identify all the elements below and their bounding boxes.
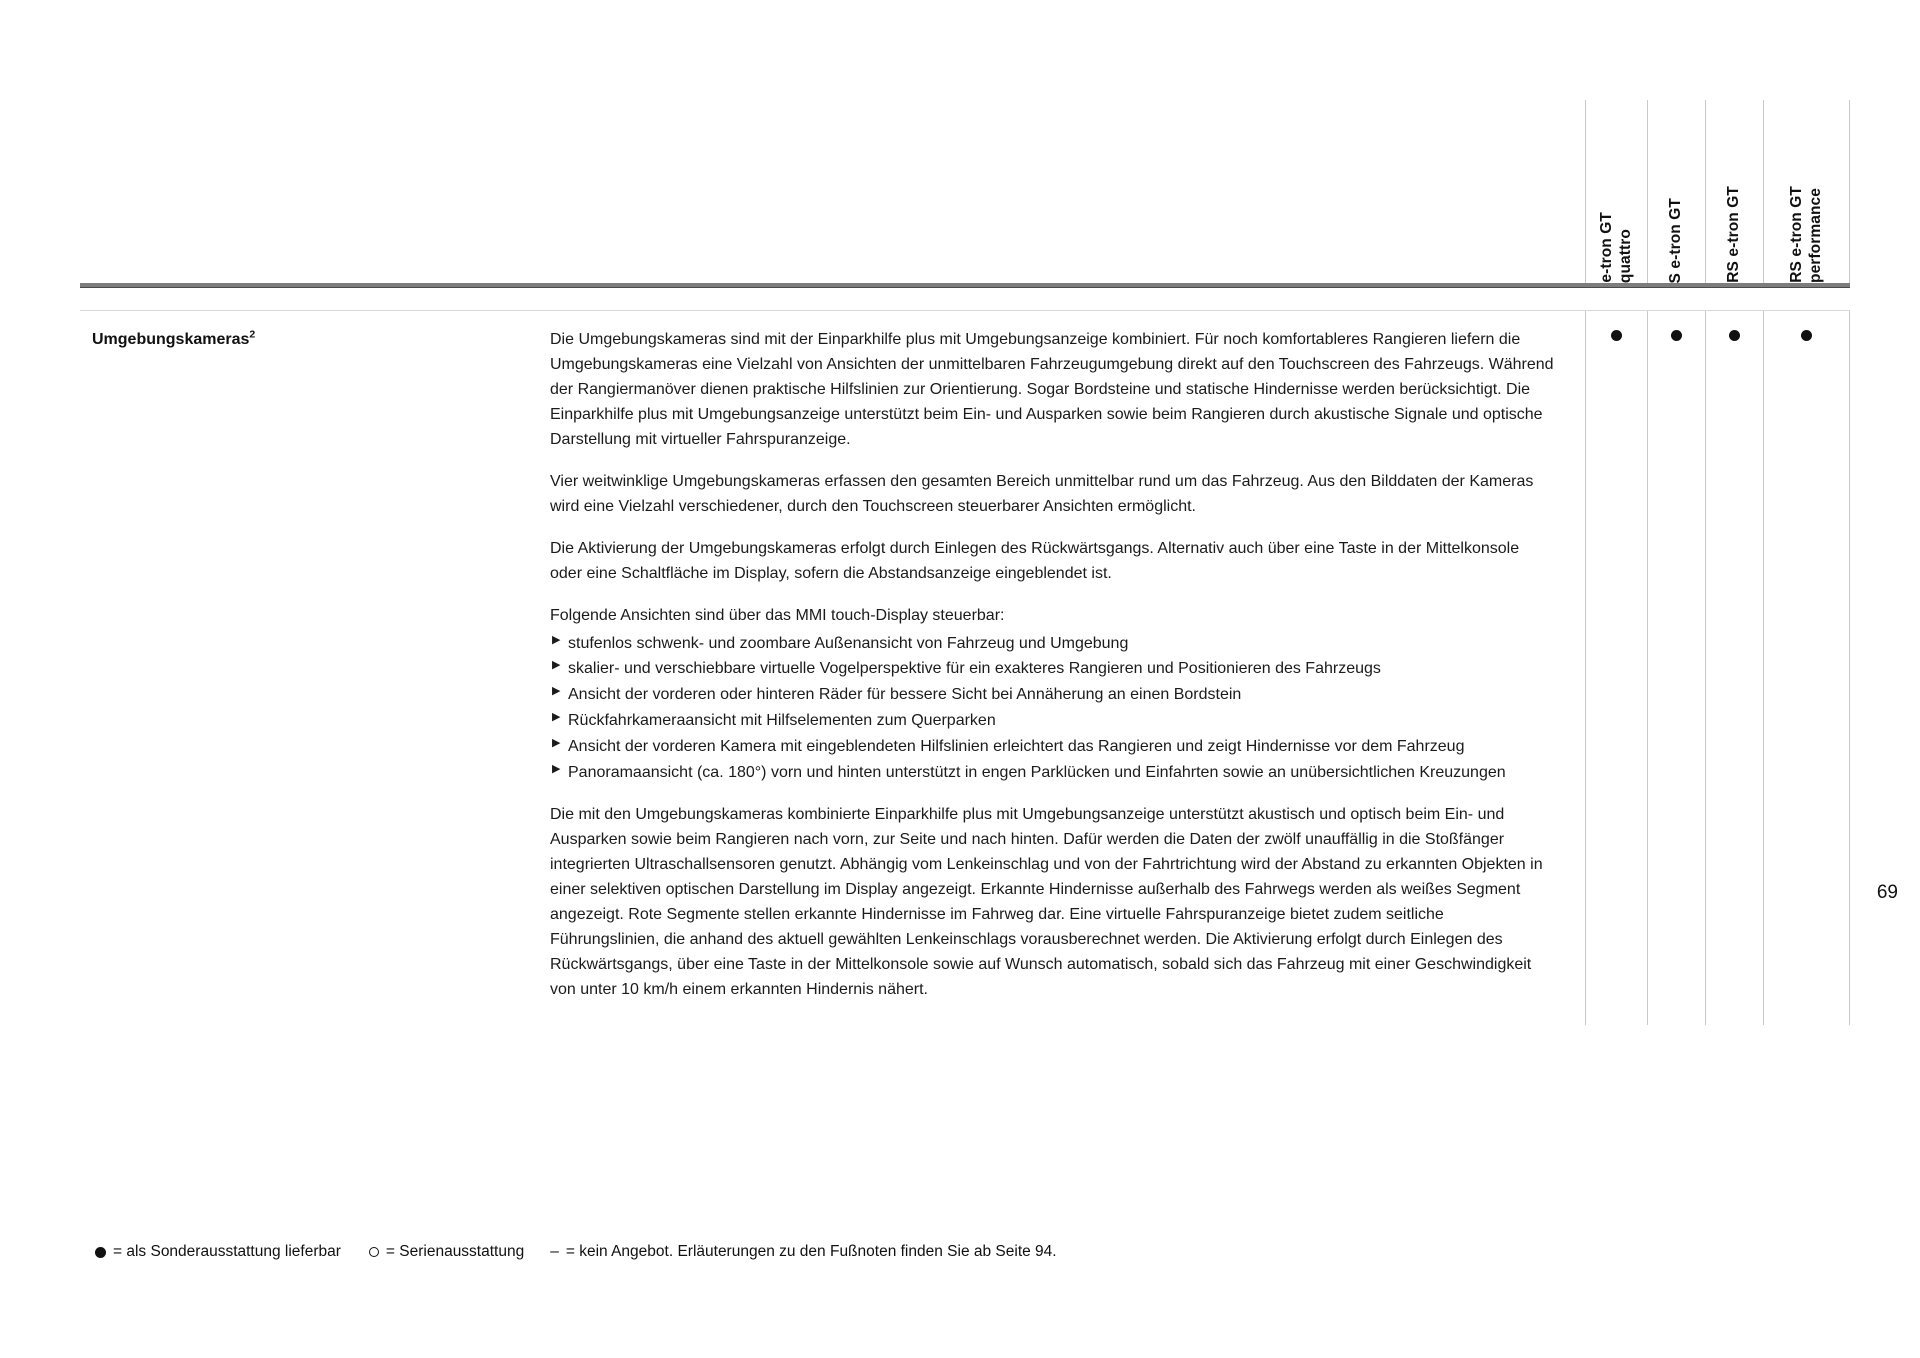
list-item: [550, 632, 1555, 657]
feature-description-cell: [550, 311, 1585, 1025]
list-intro-text: Folgende Ansichten sind über das MMI touch-Display steuerbar:: [550, 606, 1005, 624]
legend-filled-label: = als Sonderausstattung lieferbar: [113, 1243, 341, 1260]
feature-footnote-marker: 2: [249, 328, 256, 341]
table-row: [80, 310, 1850, 1025]
column-header-rs-etron-gt-performance: [1763, 100, 1850, 285]
column-header-line: performance: [1807, 188, 1824, 283]
column-header-line: RS e-tron GT: [1725, 186, 1743, 283]
triangle-bullet-icon: ▶: [552, 659, 561, 672]
filled-circle-icon: [1611, 330, 1622, 341]
closing-paragraph: Die mit den Umgebungskameras kombinierte Einparkhilfe plus mit Umgebungsanzeige unterstützt akustisch und optisch beim Ein- und Ausparken sowie beim Rangieren nach vorn, zur Seite und nach hinten. Dafür werden die Daten der zwölf unauffällig in die Stoßfänger integrierten Ultraschallsensoren genutzt. Abhängig vom Lenkeinschlag und von der Fahrtrichtung wird der Abstand zu erkannten Objekten in einer selektiven optischen Darstellung im Display angezeigt. Erkannte Hindernisse außerhalb des Fahrwegs werden als weißes Segment angezeigt. Rote Segmente stellen erkannte Hindernisse im Fahrweg dar. Eine virtuelle Fahrspuranzeige bietet zudem seitliche Führungslinien, die anhand des aktuell gewählten Lenkeinschlags vorausberechnet werden. Die Aktivierung erfolgt durch Einlegen des Rückwärtsgangs, über eine Taste in der Mittelkonsole sowie auf Wunsch automatisch, sobald sich das Fahrzeug mit einer Geschwindigkeit von unter 10 km/h einem erkannten Hindernis nähert.: [550, 806, 1543, 998]
filled-circle-icon: [1801, 330, 1812, 341]
column-header-etron-gt-quattro: [1585, 100, 1647, 285]
table-column-headers: [1585, 100, 1850, 285]
legend-open-circle-icon: [369, 1247, 379, 1257]
column-header-line: S e-tron GT: [1667, 197, 1685, 283]
list-item-label: Panoramaansicht (ca. 180°) vorn und hinten unterstützt in engen Parklücken und Einfahrten sowie an unübersichtlichen Kreuzungen: [568, 764, 1506, 782]
list-item-label: Ansicht der vorderen oder hinteren Räder für bessere Sicht bei Annäherung an einen Bordstein: [568, 686, 1242, 704]
triangle-bullet-icon: ▶: [552, 711, 561, 724]
legend: [95, 1243, 1057, 1261]
legend-open-label: = Serienausstattung: [385, 1243, 525, 1260]
triangle-bullet-icon: ▶: [552, 737, 561, 750]
legend-dash-label: = kein Angebot. Erläuterungen zu den Fußnoten finden Sie ab Seite 94.: [565, 1243, 1057, 1260]
availability-cell-rs-etron-gt-performance: [1763, 311, 1850, 1025]
filled-circle-icon: [1671, 330, 1682, 341]
header-divider-rule: [80, 283, 1850, 288]
feature-title: Umgebungskameras: [92, 331, 250, 348]
column-header-rs-etron-gt: [1705, 100, 1763, 285]
description-paragraph: Die Aktivierung der Umgebungskameras erfolgt durch Einlegen des Rückwärtsgangs. Alternativ auch über eine Taste in der Mittelkonsole oder eine Schaltfläche im Display, sofern die Abstandsanzeige eingeblendet ist.: [550, 539, 1520, 582]
column-header-line: e-tron GT: [1597, 212, 1615, 283]
views-list: [550, 632, 1555, 787]
description-paragraph: Vier weitwinklige Umgebungskameras erfassen den gesamten Bereich unmittelbar rund um das Fahrzeug. Aus den Bilddaten der Kameras wird eine Vielzahl verschiedener, durch den Touchscreen steuerbarer Ansichten ermöglicht.: [550, 472, 1534, 515]
column-header-line: quattro: [1617, 228, 1634, 283]
feature-name-cell: [80, 311, 550, 351]
triangle-bullet-icon: ▶: [552, 633, 561, 646]
legend-filled-circle-icon: [95, 1247, 106, 1258]
availability-cell-s-etron-gt: [1647, 311, 1705, 1025]
list-item: [550, 657, 1555, 682]
column-header-s-etron-gt: [1647, 100, 1705, 285]
list-item-label: stufenlos schwenk- und zoombare Außenansicht von Fahrzeug und Umgebung: [568, 634, 1129, 652]
availability-cell-etron-gt-quattro: [1585, 311, 1647, 1025]
filled-circle-icon: [1729, 330, 1740, 341]
list-item: [550, 709, 1555, 734]
triangle-bullet-icon: ▶: [552, 763, 561, 776]
list-item-label: Rückfahrkameraansicht mit Hilfselementen zum Querparken: [568, 712, 996, 730]
list-item-label: skalier- und verschiebbare virtuelle Vogelperspektive für ein exakteres Rangieren und Positionieren des Fahrzeugs: [568, 660, 1381, 678]
availability-markers: [1585, 311, 1850, 1025]
list-item-label: Ansicht der vorderen Kamera mit eingeblendeten Hilfslinien erleichtert das Rangieren und zeigt Hindernisse vor dem Fahrzeug: [568, 738, 1465, 756]
column-header-line: RS e-tron GT: [1787, 186, 1805, 283]
list-item: [550, 761, 1555, 786]
description-paragraph: Die Umgebungskameras sind mit der Einparkhilfe plus mit Umgebungsanzeige kombiniert. Für noch komfortableres Rangieren liefern die Umgebungskameras eine Vielzahl von Ansichten der unmittelbaren Fahrzeugumgebung direkt auf den Touchscreen des Fahrzeugs. Während der Rangiermanöver dienen praktische Hilfslinien zur Orientierung. Sogar Bordsteine und statische Hindernisse werden berücksichtigt. Die Einparkhilfe plus mit Umgebungsanzeige unterstützt beim Ein- und Ausparken sowie beim Rangieren durch akustische Signale und optische Darstellung mit virtueller Fahrspuranzeige.: [550, 331, 1554, 448]
triangle-bullet-icon: ▶: [552, 685, 561, 698]
list-item: [550, 683, 1555, 708]
list-item: [550, 735, 1555, 760]
legend-dash-icon: –: [550, 1243, 559, 1260]
availability-cell-rs-etron-gt: [1705, 311, 1763, 1025]
page-number: 69: [1876, 882, 1898, 903]
